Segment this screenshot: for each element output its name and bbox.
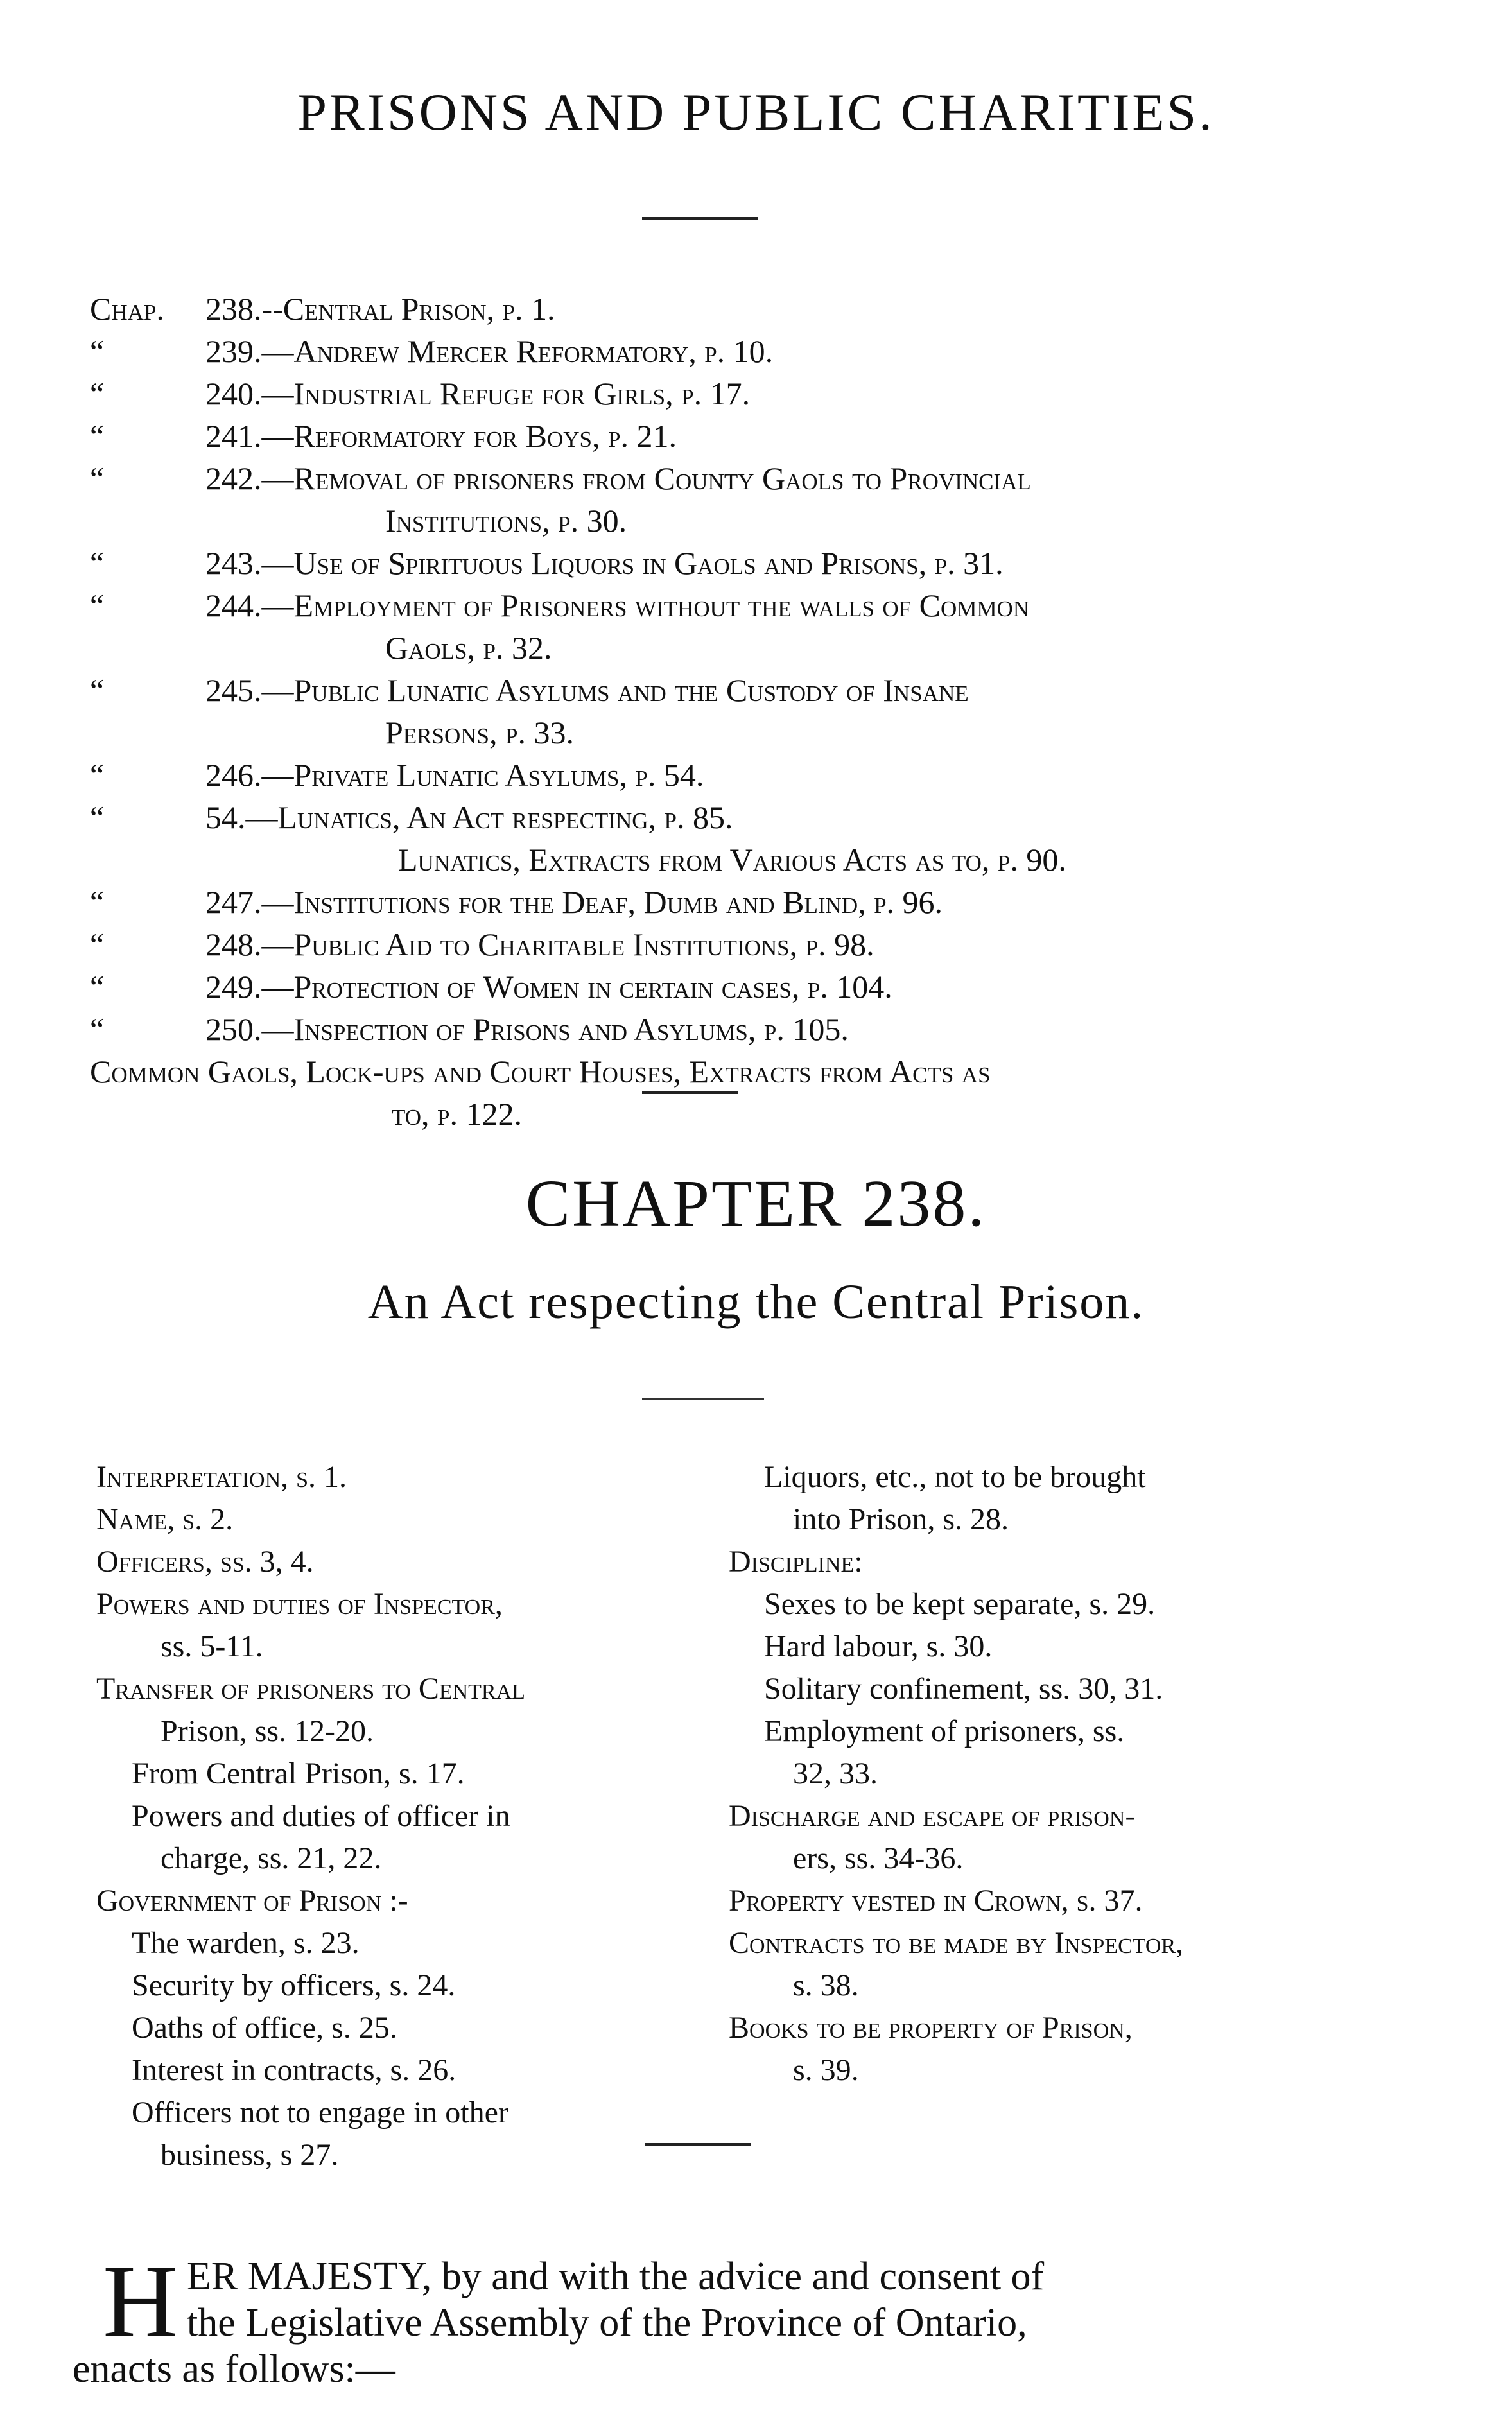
index-entry: Oaths of office, s. 25. [132,2011,397,2045]
toc-entry [90,669,1374,711]
toc-entry-text: 245.—Public Lunatic Asylums and the Custody of Insane [205,672,969,708]
toc-entry [90,288,1374,330]
toc-entry-text: 250.—Inspection of Prisons and Asylums, p. 105. [205,1011,849,1047]
toc-entry-marker: “ [90,460,105,496]
toc-entry-marker: “ [90,376,105,412]
index-entry: Officers, ss. 3, 4. [96,1545,314,1579]
toc-entry [90,754,1374,796]
toc-entry [90,796,1374,838]
toc-entry-marker: “ [90,587,105,623]
marginal-index-left [96,1456,713,2176]
index-entry: Prison, ss. 12-20. [161,1714,374,1748]
index-entry: Government of Prison :- [96,1884,408,1918]
toc-entry-marker: “ [90,672,105,708]
toc-entry [90,457,1374,499]
index-entry: Security by officers, s. 24. [132,1968,456,2002]
toc-entry-marker: “ [90,926,105,962]
toc-entry-text: 246.—Private Lunatic Asylums, p. 54. [205,757,704,793]
index-entry: The warden, s. 23. [132,1926,360,1960]
toc-entry-text: 240.—Industrial Refuge for Girls, p. 17. [205,376,751,412]
chapter-subtitle: An Act respecting the Central Prison. [367,1275,1145,1329]
index-entry: Hard labour, s. 30. [764,1629,993,1663]
toc-entry-text: 244.—Employment of Prisoners without the walls of Common [205,587,1030,623]
toc-entry [90,711,1374,754]
chapter-heading: CHAPTER 238. [525,1167,987,1240]
index-entry: 32, 33. [793,1757,878,1791]
toc-entry [90,627,1374,669]
toc-entry [90,966,1374,1008]
toc-entry [90,372,1374,415]
index-rule [645,2143,751,2146]
index-entry: s. 39. [793,2053,859,2087]
title-rule [642,217,758,220]
index-entry: Solitary confinement, ss. 30, 31. [764,1672,1163,1706]
toc-entry-marker: “ [90,884,105,920]
toc-entry-marker: “ [90,333,105,369]
toc-entry-text: Institutions, p. 30. [385,503,627,539]
toc-rule [642,1091,738,1094]
enacting-line-2: the Legislative Assembly of the Province of Ontario, [187,2301,1027,2345]
enacting-line-1: ER MAJESTY, by and with the advice and consent of [187,2255,1045,2298]
index-entry: Employment of prisoners, ss. [764,1714,1125,1748]
index-entry: charge, ss. 21, 22. [161,1841,382,1875]
index-entry: Books to be property of Prison, [729,2011,1133,2045]
toc-entry-text: 238.--Central Prison, p. 1. [205,291,555,327]
marginal-index-right [729,1456,1371,2092]
index-entry: business, s 27. [161,2138,339,2172]
toc-entry-text: 239.—Andrew Mercer Reformatory, p. 10. [205,333,774,369]
index-entry: Powers and duties of officer in [132,1799,510,1833]
toc-entry-text: 241.—Reformatory for Boys, p. 21. [205,418,677,454]
page-title: PRISONS AND PUBLIC CHARITIES. [297,83,1215,141]
toc-entry-text: 242.—Removal of prisoners from County Gaols to Provincial [205,460,1031,496]
toc-entry [90,881,1374,923]
index-entry: Contracts to be made by Inspector, [729,1926,1184,1960]
table-of-contents [90,288,1374,1135]
enacting-clause [73,2244,1361,2392]
index-entry: Discipline: [729,1545,863,1579]
toc-entry-text: 248.—Public Aid to Charitable Institutions, p. 98. [205,926,874,962]
drop-cap: H [103,2244,178,2359]
enacting-line-3: enacts as follows:— [73,2347,395,2391]
toc-entry [90,1008,1374,1050]
index-entry: ers, ss. 34-36. [793,1841,964,1875]
toc-entry-marker: “ [90,545,105,581]
toc-entry [90,1050,1374,1093]
toc-entry-marker: Chap. [90,291,164,327]
toc-entry [90,499,1374,542]
toc-entry-text: to, p. 122. [392,1096,522,1132]
toc-entry [90,584,1374,627]
toc-entry-marker: “ [90,757,105,793]
index-entry: Powers and duties of Inspector, [96,1587,503,1621]
toc-entry-text: 54.—Lunatics, An Act respecting, p. 85. [205,799,733,835]
toc-entry-text: 243.—Use of Spirituous Liquors in Gaols and Prisons, p. 31. [205,545,1004,581]
toc-entry [90,923,1374,966]
index-entry: Interest in contracts, s. 26. [132,2053,456,2087]
toc-entry-text: 249.—Protection of Women in certain cases, p. 104. [205,969,892,1005]
subtitle-dash [642,1398,764,1400]
toc-entry-text: 247.—Institutions for the Deaf, Dumb and Blind, p. 96. [205,884,943,920]
toc-entry-text: Gaols, p. 32. [385,630,552,666]
toc-entry-text: Persons, p. 33. [385,715,574,751]
index-entry: Sexes to be kept separate, s. 29. [764,1587,1156,1621]
toc-entry [90,330,1374,372]
toc-entry-text: Lunatics, Extracts from Various Acts as to, p. 90. [398,842,1066,878]
index-entry: s. 38. [793,1968,859,2002]
toc-entry-marker: “ [90,418,105,454]
index-entry: Interpretation, s. 1. [96,1460,347,1494]
index-entry: Discharge and escape of prison- [729,1799,1136,1833]
index-entry: From Central Prison, s. 17. [132,1757,465,1791]
toc-entry-marker: “ [90,969,105,1005]
index-entry: ss. 5-11. [161,1629,263,1663]
index-entry: Officers not to engage in other [132,2096,508,2130]
index-entry: Property vested in Crown, s. 37. [729,1884,1143,1918]
index-entry: Liquors, etc., not to be brought [764,1460,1146,1494]
toc-entry [90,838,1374,881]
toc-entry-marker: “ [90,799,105,835]
toc-entry [90,542,1374,584]
index-entry: Transfer of prisoners to Central [96,1672,525,1706]
toc-entry-marker: “ [90,1011,105,1047]
toc-entry [90,1093,1374,1135]
toc-entry [90,415,1374,457]
toc-entry-text: Common Gaols, Lock-ups and Court Houses, Extracts from Acts as [90,1054,991,1089]
index-entry: Name, s. 2. [96,1502,234,1536]
index-entry: into Prison, s. 28. [793,1502,1009,1536]
